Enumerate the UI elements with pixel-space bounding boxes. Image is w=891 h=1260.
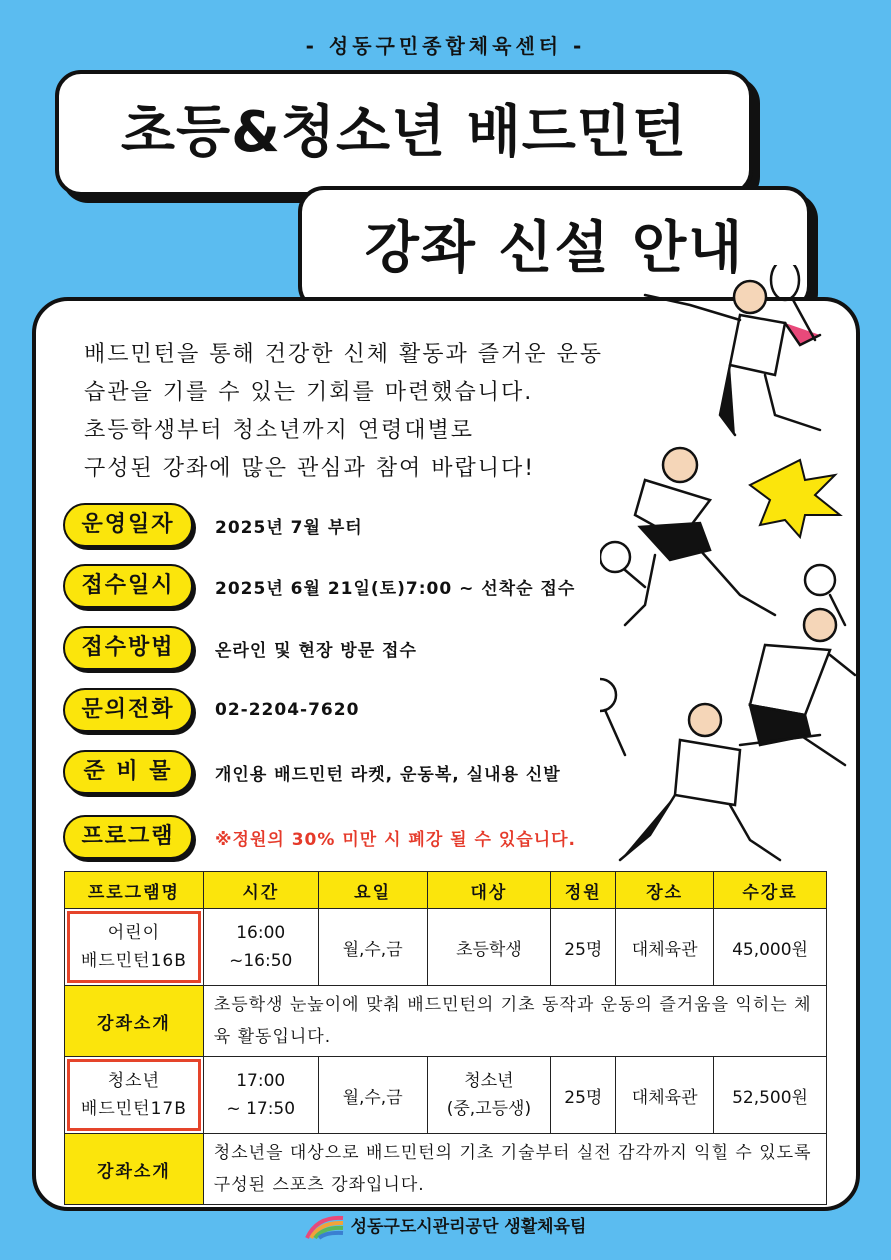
info-row-program [63,816,576,858]
info-row-phone [63,689,359,731]
fee-cell: 45,000원 [714,909,827,986]
place-cell: 대체육관 [616,909,714,986]
description-cell: 초등학생 눈높이에 맞춰 배드민턴의 기초 동작과 운동의 즐거움을 익히는 체육 활동입니다. [203,986,826,1057]
intro-label-cell: 강좌소개 [65,1134,204,1205]
info-label: 접수방법 [63,626,193,670]
column-header: 요일 [318,872,427,909]
column-header: 프로그램명 [65,872,204,909]
table-header-row [65,872,827,909]
program-table [64,871,827,1205]
time-cell [203,1057,318,1134]
program-name: 배드민턴17B [80,1099,187,1119]
intro-label-cell: 강좌소개 [65,986,204,1057]
target: 청소년 [464,1071,514,1091]
table-row [65,909,827,986]
info-label: 프로그램 [63,815,193,859]
highlight-box [67,911,201,983]
intro-line: 습관을 기를 수 있는 기회를 마련했습니다. [84,380,534,405]
center-name: - 성동구민종합체육센터 - [305,34,586,58]
info-label: 접수일시 [63,564,193,608]
capacity-cell: 25명 [551,909,616,986]
days-cell: 월,수,금 [318,1057,427,1134]
place-cell: 대체육관 [616,1057,714,1134]
intro-line: 배드민턴을 통해 건강한 신체 활동과 즐거운 운동 [84,342,604,367]
rainbow-logo-icon [305,1214,345,1240]
footer [0,1210,891,1244]
fee-cell: 52,500원 [714,1057,827,1134]
title-line-1: 초등&청소년 배드민턴 [55,70,753,196]
program-name: 배드민턴16B [80,951,187,971]
highlight-box [67,1059,201,1131]
info-label: 문의전화 [63,688,193,732]
title-line-2: 강좌 신설 안내 [298,186,811,312]
description-cell: 청소년을 대상으로 배드민턴의 기초 기술부터 실전 감각까지 익힐 수 있도록 구성된 스포츠 강좌입니다. [203,1134,826,1205]
table-row [65,1134,827,1205]
program-name-cell [65,1057,204,1134]
info-row-schedule [63,504,363,546]
column-header: 시간 [203,872,318,909]
column-header: 정원 [551,872,616,909]
info-row-supplies [63,751,561,793]
time-end: ~ 17:50 [226,1099,296,1119]
info-row-method [63,627,417,669]
organization-name: 성동구도시관리공단 생활체육팀 [350,1217,587,1237]
time-start: 17:00 [236,1071,286,1091]
info-value: 2025년 6월 21일(토)7:00 ~ 선착순 접수 [215,578,576,599]
time-end: ~16:50 [229,951,293,971]
column-header: 대상 [427,872,551,909]
target-detail: (중,고등생) [446,1099,532,1119]
cancellation-warning: ※정원의 30% 미만 시 폐강 될 수 있습니다. [215,829,577,850]
program-name: 어린이 [107,923,161,943]
info-value: 02-2204-7620 [215,700,360,720]
info-value: 2025년 7월 부터 [215,517,363,538]
intro-line: 구성된 강좌에 많은 관심과 참여 바랍니다! [84,456,536,481]
capacity-cell: 25명 [551,1057,616,1134]
time-cell [203,909,318,986]
target-cell: 초등학생 [427,909,551,986]
table-row [65,986,827,1057]
intro-line: 초등학생부터 청소년까지 연령대별로 [84,418,475,443]
info-label: 준 비 물 [63,750,193,794]
time-start: 16:00 [236,923,286,943]
info-value: 온라인 및 현장 방문 접수 [215,640,417,661]
info-value: 개인용 배드민턴 라켓, 운동복, 실내용 신발 [215,764,561,785]
column-header: 장소 [616,872,714,909]
info-row-registration [63,565,575,607]
table-row [65,1057,827,1134]
target-cell [427,1057,551,1134]
column-header: 수강료 [714,872,827,909]
days-cell: 월,수,금 [318,909,427,986]
program-name-cell [65,909,204,986]
program-name: 청소년 [107,1071,161,1091]
intro-paragraph [84,336,644,488]
info-label: 운영일자 [63,503,193,547]
